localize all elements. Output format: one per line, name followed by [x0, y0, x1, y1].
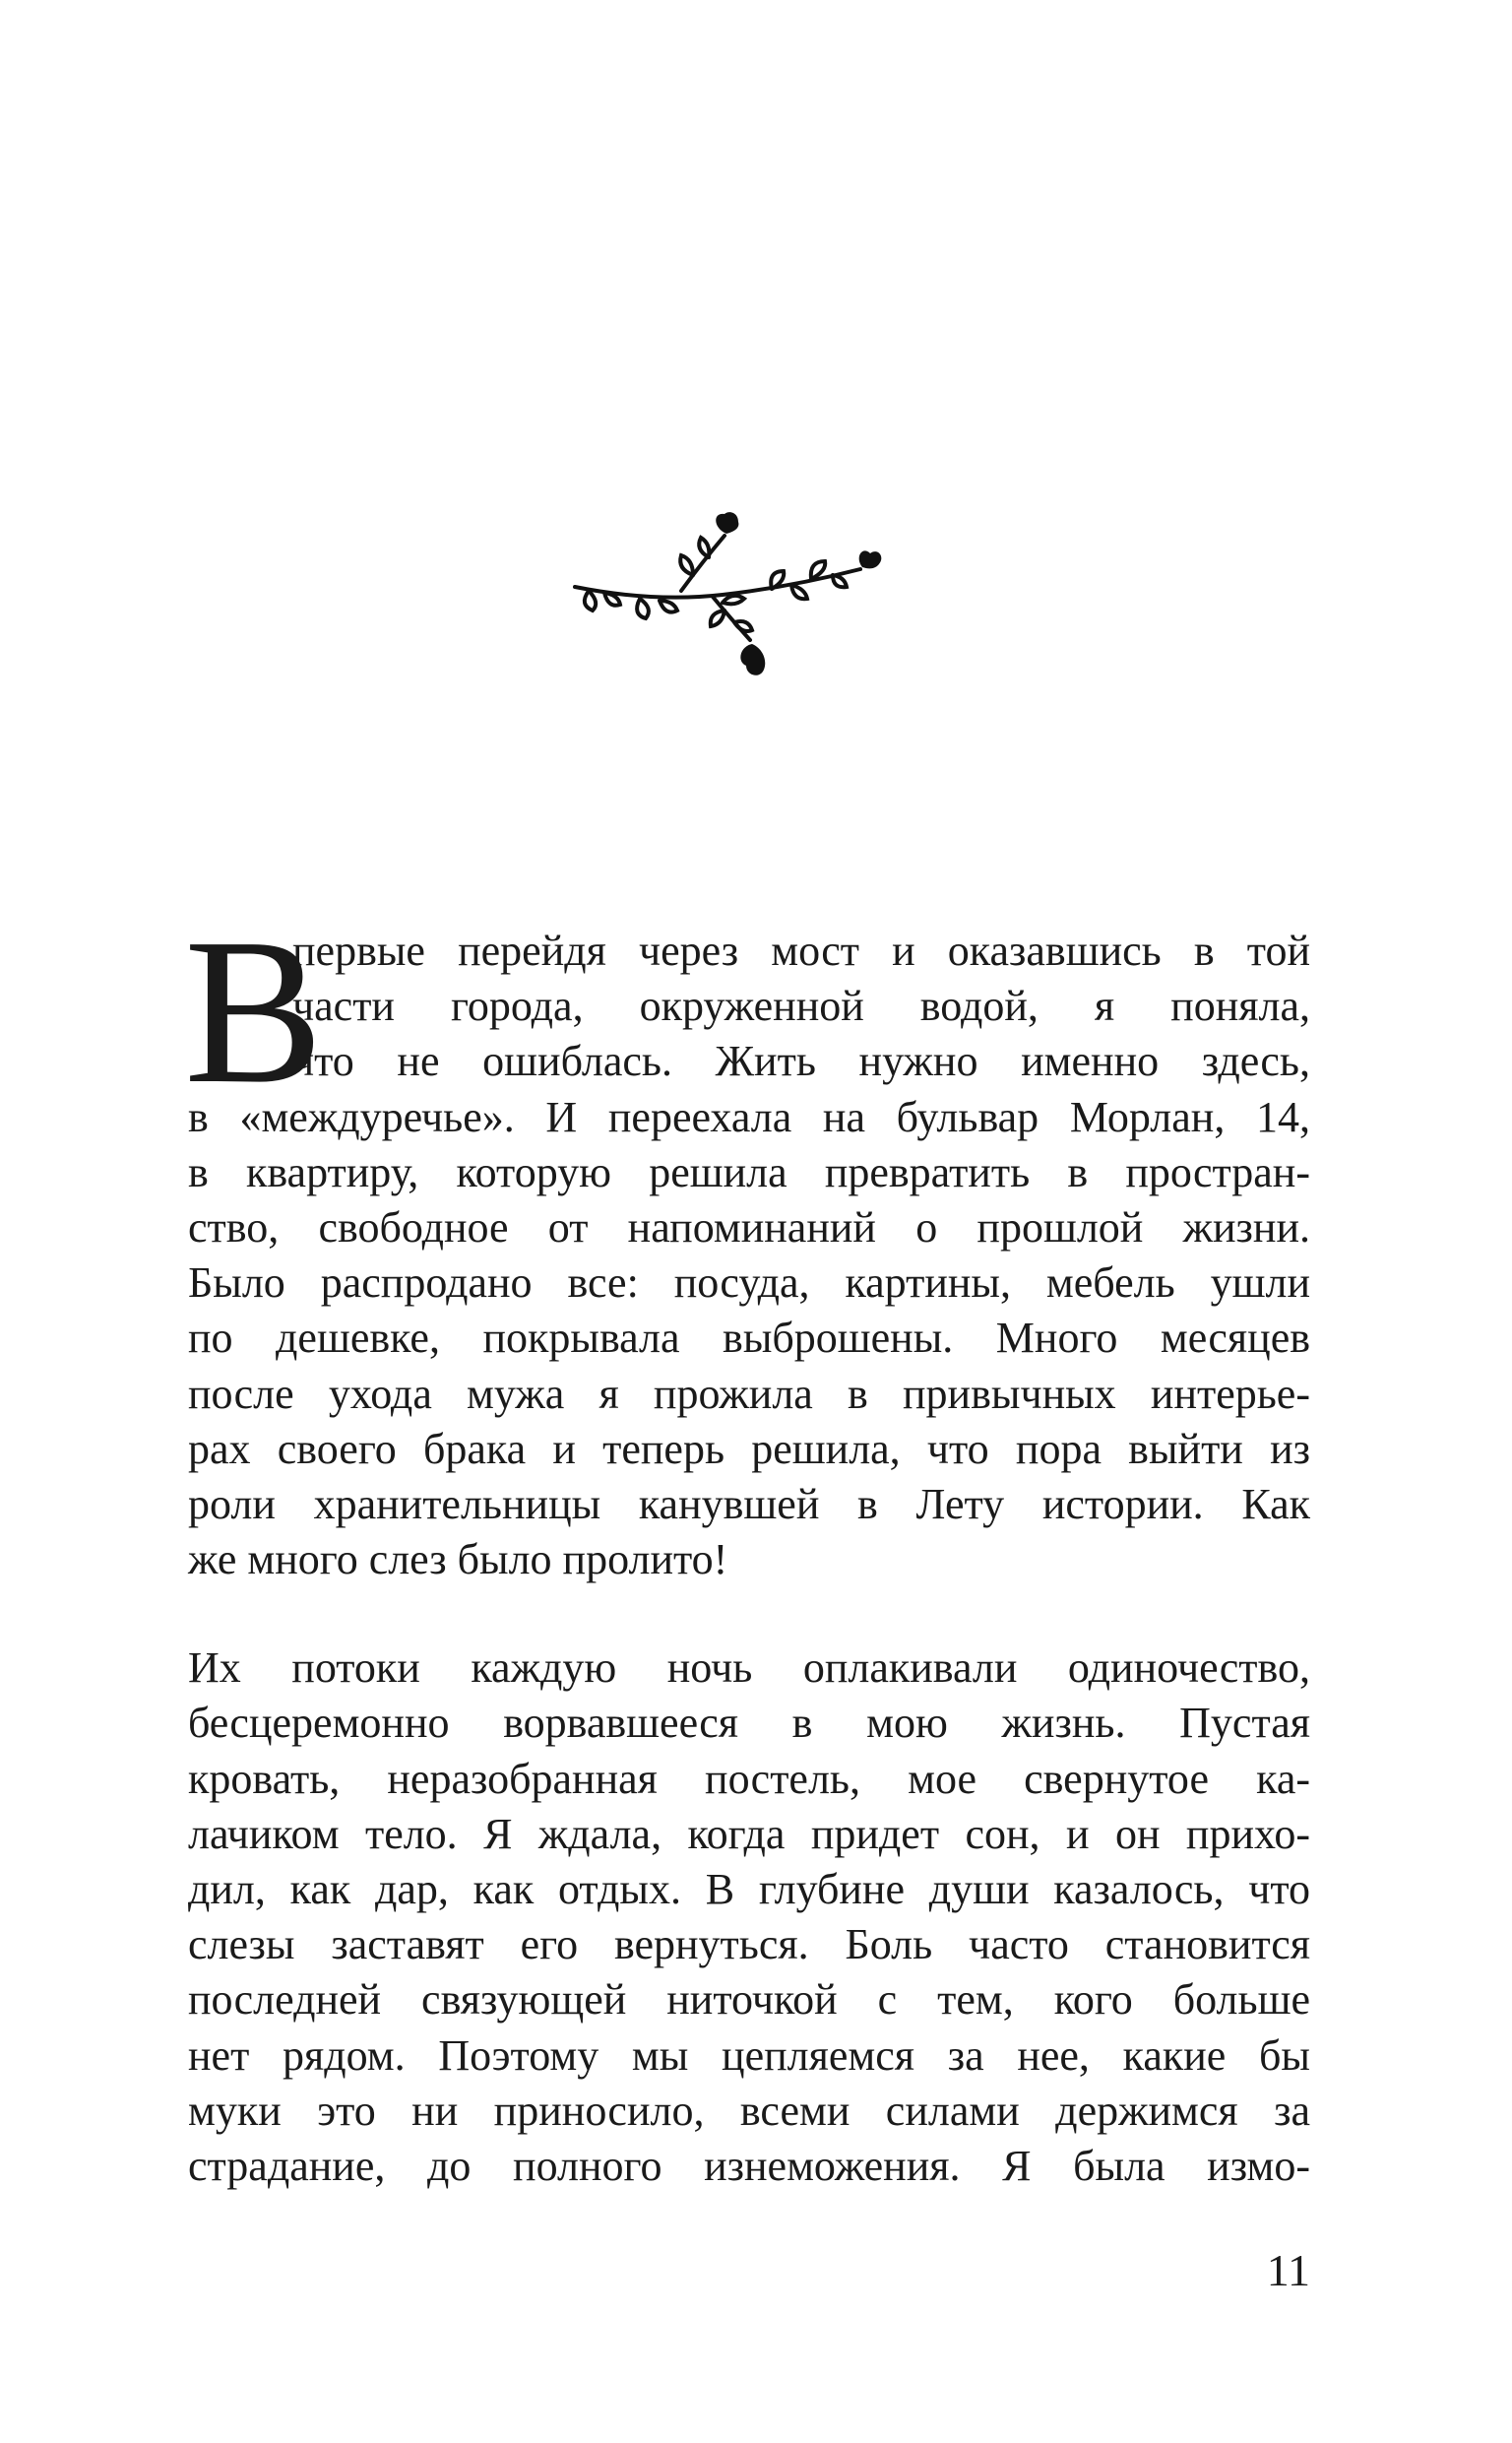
text-line: что не ошиблась. Жить нужно именно здесь,: [292, 1037, 1310, 1086]
text-line: кровать, неразобранная постель, мое свернутое ка-: [188, 1754, 1310, 1803]
text-line: страдание, до полного изнеможения. Я была измо-: [188, 2141, 1310, 2190]
page-number: 11: [1266, 2245, 1310, 2295]
paragraph-2: [188, 1640, 1310, 2194]
text-line: роли хранительницы канувшей в Лету истории. Как: [188, 1479, 1310, 1528]
text-line: дил, как дар, как отдых. В глубине души казалось, что: [188, 1865, 1310, 1913]
text-line: слезы заставят его вернуться. Боль часто становится: [188, 1920, 1310, 1969]
text-block: [184, 895, 1310, 2194]
floral-branch-ornament-icon: [565, 512, 884, 683]
text-line: в «междуречье». И переехала на бульвар Морлан, 14,: [188, 1092, 1310, 1141]
text-line: лачиком тело. Я ждала, когда придет сон, и он прихо-: [188, 1809, 1310, 1858]
text-line: Было распродано все: посуда, картины, мебель ушли: [188, 1258, 1310, 1308]
text-line: рах своего брака и теперь решила, что пора выйти из: [188, 1424, 1310, 1473]
text-line: после ухода мужа я прожила в привычных интерье-: [188, 1369, 1310, 1418]
drop-cap: В: [184, 895, 324, 1126]
text-line: муки это ни приносило, всеми силами держимся за: [188, 2086, 1310, 2135]
text-line: ство, свободное от напоминаний о прошлой жизни.: [188, 1202, 1310, 1252]
text-line: первые перейдя через мост и оказавшись в той: [292, 927, 1310, 975]
text-line: части города, окруженной водой, я поняла,: [292, 982, 1310, 1031]
text-line: бесцеремонно ворвавшееся в мою жизнь. Пустая: [188, 1699, 1310, 1748]
text-line: нет рядом. Поэтому мы цепляемся за нее, какие бы: [188, 2030, 1310, 2080]
text-line: в квартиру, которую решила превратить в простран-: [188, 1147, 1310, 1196]
text-line: последней связующей ниточкой с тем, кого больше: [188, 1975, 1310, 2025]
text-line: Их потоки каждую ночь оплакивали одиночество,: [188, 1643, 1310, 1693]
text-line: же много слез было пролито!: [188, 1535, 728, 1584]
text-line: по дешевке, покрывала выброшены. Много месяцев: [188, 1314, 1310, 1363]
paragraph-1: [184, 895, 1310, 1587]
